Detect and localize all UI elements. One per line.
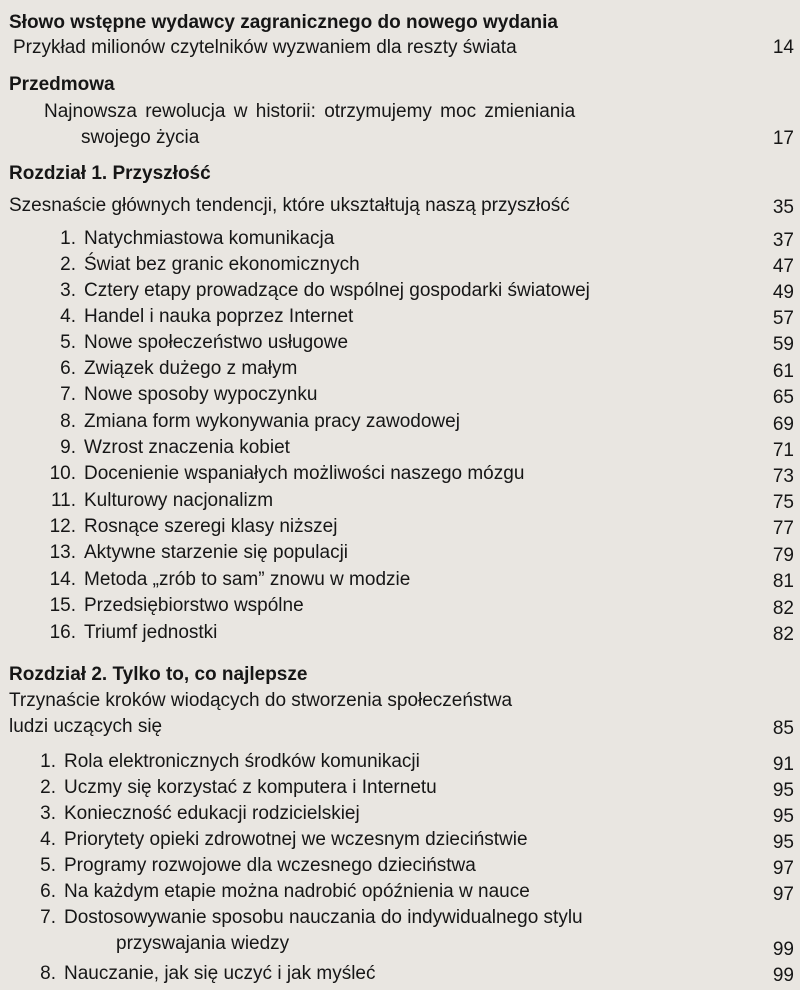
item-number: 16. xyxy=(49,622,76,643)
item-text: Priorytety opieki zdrowotnej we wczesnym dzieciństwie xyxy=(64,829,528,850)
list-item xyxy=(24,827,528,853)
page-number: 95 xyxy=(772,806,794,827)
item-number: 5. xyxy=(40,855,56,876)
list-item xyxy=(30,540,348,566)
item-text: Kulturowy nacjonalizm xyxy=(84,490,274,511)
item-number: 7. xyxy=(60,384,76,405)
list-item xyxy=(24,853,476,879)
item-text: Handel i nauka poprzez Internet xyxy=(84,306,354,327)
item-text: Uczmy się korzystać z komputera i Internetu xyxy=(64,777,437,798)
item-text: Zmiana form wykonywania pracy zawodowej xyxy=(84,411,460,432)
chapter-intro-line1: Trzynaście kroków wiodących do stworzenia społeczeństwa xyxy=(9,690,513,711)
list-item xyxy=(30,435,290,461)
list-item xyxy=(24,749,420,775)
list-item xyxy=(24,775,437,801)
item-number: 5. xyxy=(60,332,76,353)
item-number: 11. xyxy=(50,490,76,511)
item-number: 2. xyxy=(40,777,56,798)
page-number: 77 xyxy=(772,518,794,539)
item-number: 1. xyxy=(60,228,76,249)
item-text-line1: Dostosowywanie sposobu nauczania do indywidualnego stylu xyxy=(64,907,583,928)
item-text: Nowe społeczeństwo usługowe xyxy=(84,332,349,353)
page-number: 79 xyxy=(772,545,794,566)
page-number: 71 xyxy=(772,440,794,461)
item-text: Nowe sposoby wypoczynku xyxy=(84,384,318,405)
item-number: 12. xyxy=(49,516,76,537)
list-item xyxy=(24,905,583,931)
toc-entry: Przykład milionów czytelników wyzwaniem dla reszty świata xyxy=(13,37,517,58)
list-item xyxy=(30,620,217,646)
list-item xyxy=(30,330,348,356)
list-item xyxy=(30,226,334,252)
page-number: 14 xyxy=(772,37,794,58)
page-number: 99 xyxy=(772,965,794,986)
item-number: 4. xyxy=(40,829,56,850)
item-number: 1. xyxy=(40,751,56,772)
page-number: 99 xyxy=(772,939,794,960)
list-item xyxy=(30,567,410,593)
list-item xyxy=(24,879,530,905)
item-text: Nauczanie, jak się uczyć i jak myśleć xyxy=(64,963,376,984)
page-number: 75 xyxy=(772,492,794,513)
item-text: Rola elektronicznych środków komunikacji xyxy=(64,751,420,772)
list-item xyxy=(30,488,273,514)
page-number: 35 xyxy=(772,197,794,218)
page-number: 85 xyxy=(772,718,794,739)
item-number: 9. xyxy=(60,437,76,458)
list-item xyxy=(30,304,353,330)
page-number: 59 xyxy=(772,334,794,355)
section-heading-chapter-1: Rozdział 1. Przyszłość xyxy=(9,163,211,184)
page-number: 82 xyxy=(772,598,794,619)
item-number: 8. xyxy=(40,963,56,984)
item-text: Triumf jednostki xyxy=(84,622,218,643)
item-text-line2: przyswajania wiedzy xyxy=(116,933,290,954)
item-text: Programy rozwojowe dla wczesnego dzieciństwa xyxy=(64,855,476,876)
list-item xyxy=(30,514,337,540)
section-heading-chapter-2: Rozdział 2. Tylko to, co najlepsze xyxy=(9,664,308,685)
item-text: Natychmiastowa komunikacja xyxy=(84,228,335,249)
list-item xyxy=(30,593,304,619)
list-item xyxy=(24,961,376,987)
page-number: 95 xyxy=(772,780,794,801)
item-number: 6. xyxy=(40,881,56,902)
item-number: 8. xyxy=(60,411,76,432)
page-number: 91 xyxy=(772,754,794,775)
item-number: 3. xyxy=(60,280,76,301)
page-number: 61 xyxy=(772,361,794,382)
section-heading-preface: Przedmowa xyxy=(9,74,115,95)
page-number: 82 xyxy=(772,624,794,645)
page-number: 69 xyxy=(772,414,794,435)
page-number: 47 xyxy=(772,256,794,277)
item-text: Przedsiębiorstwo wspólne xyxy=(84,595,304,616)
chapter-intro-line2: ludzi uczących się xyxy=(9,716,163,737)
item-text: Wzrost znaczenia kobiet xyxy=(84,437,290,458)
page-number: 65 xyxy=(772,387,794,408)
item-number: 2. xyxy=(60,254,76,275)
list-item xyxy=(30,461,524,487)
section-heading-foreword-publisher: Słowo wstępne wydawcy zagranicznego do nowego wydania xyxy=(9,12,558,33)
list-item xyxy=(24,801,360,827)
page-number: 73 xyxy=(772,466,794,487)
item-number: 3. xyxy=(40,803,56,824)
page-number: 95 xyxy=(772,832,794,853)
list-item xyxy=(30,382,317,408)
toc-entry-line2: swojego życia xyxy=(81,127,200,148)
page-number: 57 xyxy=(772,308,794,329)
item-text: Aktywne starzenie się populacji xyxy=(84,542,349,563)
item-text: Na każdym etapie można nadrobić opóźnienia w nauce xyxy=(64,881,530,902)
item-number: 15. xyxy=(49,595,76,616)
item-text: Rosnące szeregi klasy niższej xyxy=(84,516,338,537)
item-number: 10. xyxy=(49,463,76,484)
item-text: Metoda „zrób to sam” znowu w modzie xyxy=(84,569,411,590)
page-number: 97 xyxy=(772,858,794,879)
item-number: 7. xyxy=(40,907,56,928)
item-text: Cztery etapy prowadzące do wspólnej gospodarki światowej xyxy=(84,280,590,301)
item-text: Docenienie wspaniałych możliwości naszego mózgu xyxy=(84,463,525,484)
item-number: 4. xyxy=(60,306,76,327)
item-number: 13. xyxy=(49,542,76,563)
list-item xyxy=(30,278,590,304)
list-item xyxy=(30,252,360,278)
toc-entry-line1: Najnowsza rewolucja w historii: otrzymujemy moc zmieniania xyxy=(44,101,576,122)
chapter-intro: Szesnaście głównych tendencji, które ukształtują naszą przyszłość xyxy=(9,195,570,216)
page-number: 37 xyxy=(772,230,794,251)
page-number: 97 xyxy=(772,884,794,905)
list-item xyxy=(30,356,297,382)
list-item xyxy=(30,409,460,435)
page-number: 17 xyxy=(772,128,794,149)
item-text: Konieczność edukacji rodzicielskiej xyxy=(64,803,360,824)
item-text: Związek dużego z małym xyxy=(84,358,298,379)
page-number: 49 xyxy=(772,282,794,303)
item-number: 6. xyxy=(60,358,76,379)
page-number: 81 xyxy=(772,571,794,592)
item-number: 14. xyxy=(49,569,76,590)
item-text: Świat bez granic ekonomicznych xyxy=(84,254,360,275)
